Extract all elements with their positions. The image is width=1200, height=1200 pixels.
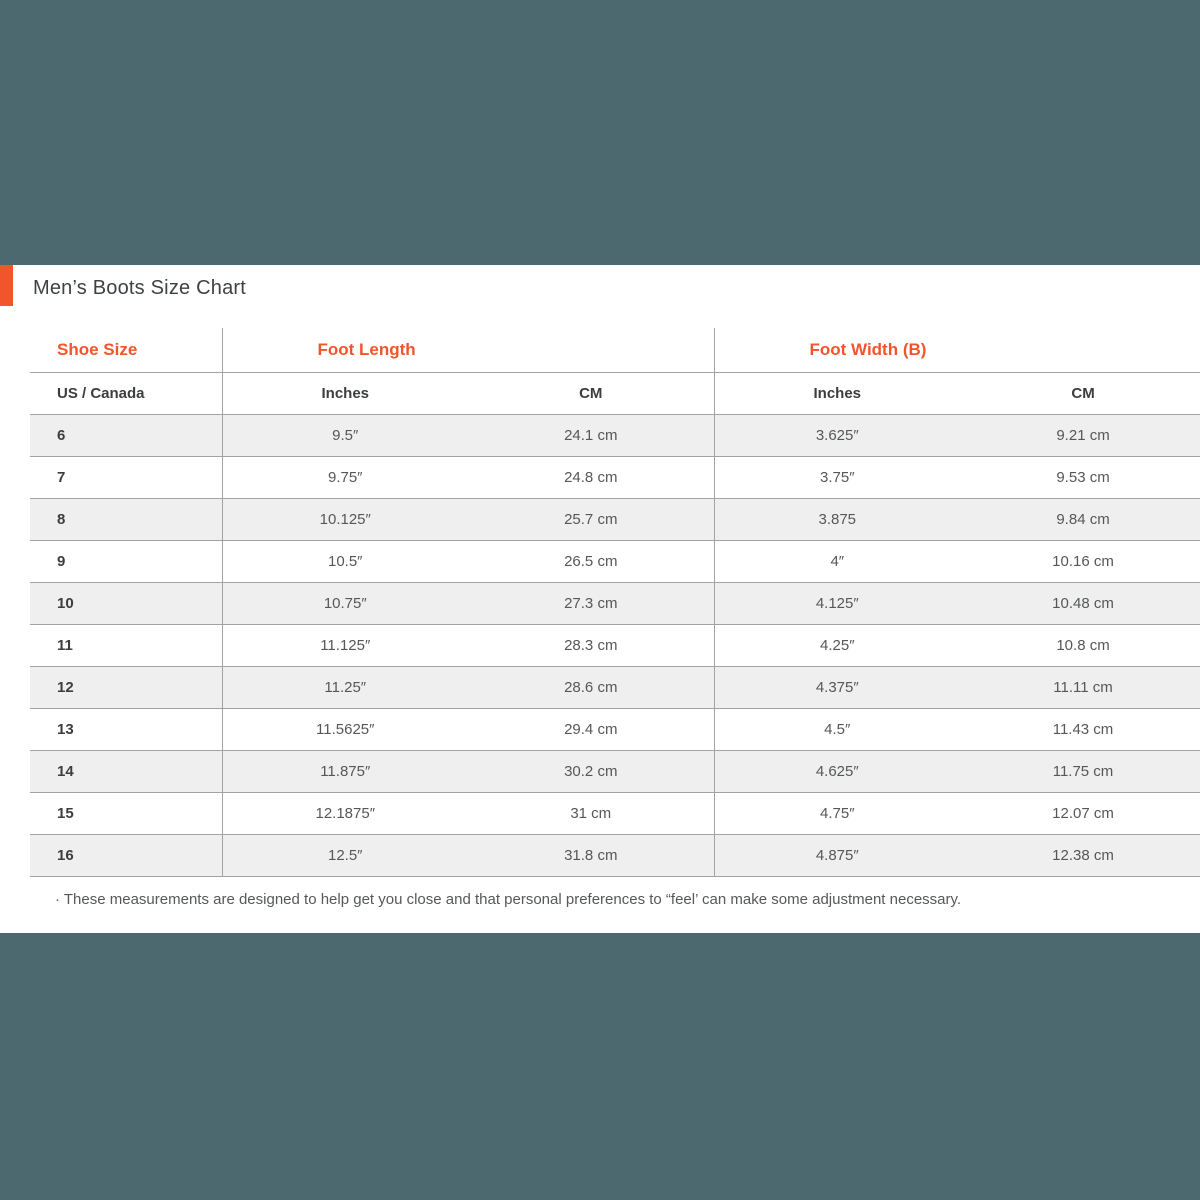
width-cm-cell: 11.75 cm <box>960 750 1200 792</box>
length-inches-cell: 10.5″ <box>222 540 468 582</box>
column-header-length-inches: Inches <box>222 372 468 414</box>
group-header-foot-length: Foot Length <box>222 328 714 372</box>
group-header-shoe-size: Shoe Size <box>30 328 222 372</box>
length-cm-cell: 24.8 cm <box>468 456 714 498</box>
size-table-body <box>30 414 1200 876</box>
column-header-width-inches: Inches <box>714 372 960 414</box>
group-header-row <box>30 328 1200 372</box>
footnote: · These measurements are designed to help get you close and that personal preferences to “feel’ can make some adjustment necessary. <box>55 890 962 908</box>
width-cm-cell: 9.21 cm <box>960 414 1200 456</box>
size-cell: 7 <box>30 456 222 498</box>
size-cell: 9 <box>30 540 222 582</box>
table-row <box>30 624 1200 666</box>
length-inches-cell: 10.75″ <box>222 582 468 624</box>
size-cell: 10 <box>30 582 222 624</box>
width-cm-cell: 11.43 cm <box>960 708 1200 750</box>
width-inches-cell: 4.375″ <box>714 666 960 708</box>
width-cm-cell: 10.8 cm <box>960 624 1200 666</box>
width-inches-cell: 4.75″ <box>714 792 960 834</box>
width-cm-cell: 11.11 cm <box>960 666 1200 708</box>
column-header-row <box>30 372 1200 414</box>
length-inches-cell: 11.875″ <box>222 750 468 792</box>
length-cm-cell: 29.4 cm <box>468 708 714 750</box>
size-cell: 8 <box>30 498 222 540</box>
length-cm-cell: 26.5 cm <box>468 540 714 582</box>
length-inches-cell: 12.5″ <box>222 834 468 876</box>
table-row <box>30 456 1200 498</box>
length-cm-cell: 31 cm <box>468 792 714 834</box>
size-table <box>30 328 1200 877</box>
column-header-width-cm: CM <box>960 372 1200 414</box>
width-inches-cell: 4″ <box>714 540 960 582</box>
size-chart-card <box>0 265 1200 933</box>
table-row <box>30 666 1200 708</box>
length-inches-cell: 12.1875″ <box>222 792 468 834</box>
length-cm-cell: 30.2 cm <box>468 750 714 792</box>
length-inches-cell: 11.25″ <box>222 666 468 708</box>
width-inches-cell: 4.25″ <box>714 624 960 666</box>
table-row <box>30 750 1200 792</box>
table-row <box>30 498 1200 540</box>
width-inches-cell: 4.125″ <box>714 582 960 624</box>
page-title: Men’s Boots Size Chart <box>33 277 247 299</box>
size-cell: 14 <box>30 750 222 792</box>
width-inches-cell: 4.875″ <box>714 834 960 876</box>
length-inches-cell: 10.125″ <box>222 498 468 540</box>
length-cm-cell: 25.7 cm <box>468 498 714 540</box>
width-inches-cell: 3.875 <box>714 498 960 540</box>
column-header-us-canada: US / Canada <box>30 372 222 414</box>
column-header-length-cm: CM <box>468 372 714 414</box>
size-cell: 16 <box>30 834 222 876</box>
table-row <box>30 414 1200 456</box>
length-cm-cell: 28.6 cm <box>468 666 714 708</box>
size-cell: 11 <box>30 624 222 666</box>
width-cm-cell: 12.07 cm <box>960 792 1200 834</box>
length-inches-cell: 9.75″ <box>222 456 468 498</box>
table-row <box>30 582 1200 624</box>
length-cm-cell: 24.1 cm <box>468 414 714 456</box>
length-inches-cell: 11.5625″ <box>222 708 468 750</box>
size-cell: 15 <box>30 792 222 834</box>
width-cm-cell: 10.48 cm <box>960 582 1200 624</box>
size-cell: 6 <box>30 414 222 456</box>
table-row <box>30 792 1200 834</box>
width-inches-cell: 4.625″ <box>714 750 960 792</box>
size-cell: 12 <box>30 666 222 708</box>
group-header-foot-width: Foot Width (B) <box>714 328 1200 372</box>
accent-bar <box>0 265 13 306</box>
length-inches-cell: 9.5″ <box>222 414 468 456</box>
width-cm-cell: 12.38 cm <box>960 834 1200 876</box>
width-cm-cell: 9.84 cm <box>960 498 1200 540</box>
size-cell: 13 <box>30 708 222 750</box>
length-cm-cell: 28.3 cm <box>468 624 714 666</box>
width-cm-cell: 9.53 cm <box>960 456 1200 498</box>
width-inches-cell: 3.75″ <box>714 456 960 498</box>
length-cm-cell: 27.3 cm <box>468 582 714 624</box>
width-inches-cell: 3.625″ <box>714 414 960 456</box>
table-row <box>30 540 1200 582</box>
width-inches-cell: 4.5″ <box>714 708 960 750</box>
length-inches-cell: 11.125″ <box>222 624 468 666</box>
length-cm-cell: 31.8 cm <box>468 834 714 876</box>
width-cm-cell: 10.16 cm <box>960 540 1200 582</box>
table-row <box>30 708 1200 750</box>
table-row <box>30 834 1200 876</box>
